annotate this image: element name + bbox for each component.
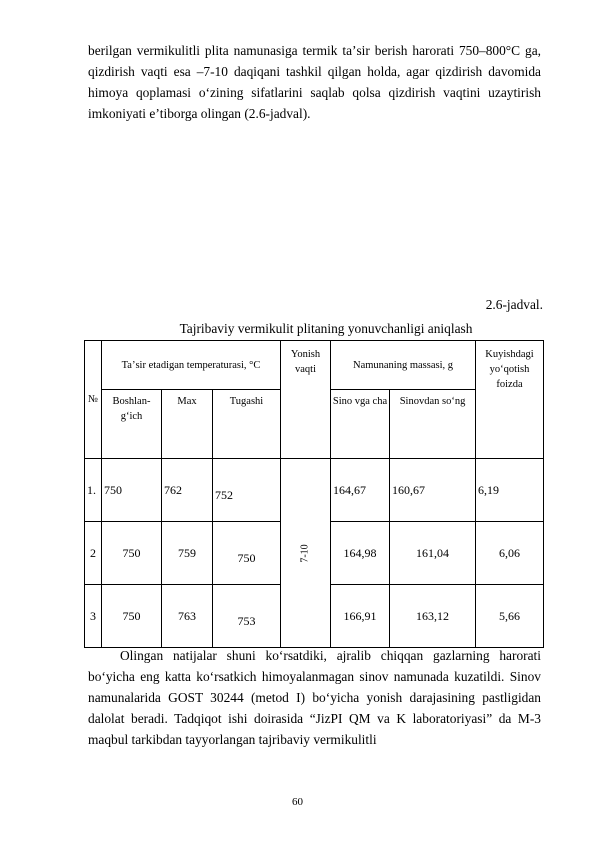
cell-max: 763	[162, 585, 213, 648]
cell-loss: 5,66	[476, 585, 544, 648]
table-title: Tajribaviy vermikulit plitaning yonuvchanligi aniqlash	[179, 321, 473, 336]
cell-loss: 6,06	[476, 522, 544, 585]
cell-start: 750	[102, 459, 162, 522]
cell-end: 753	[213, 585, 281, 648]
header-temp-max: Max	[162, 390, 213, 459]
table-number: 2.6-jadval.	[485, 297, 543, 312]
table-row	[85, 459, 544, 522]
cell-max: 762	[162, 459, 213, 522]
header-temp-end: Tugashi	[213, 390, 281, 459]
time-value: 7-10	[300, 544, 311, 563]
cell-num: 3	[85, 585, 102, 648]
cell-num: 1.	[85, 459, 102, 522]
cell-after: 163,12	[390, 585, 476, 648]
cell-before: 164,67	[331, 459, 390, 522]
cell-before: 164,98	[331, 522, 390, 585]
header-loss: Kuyishdagi yoʻqotish foizda	[476, 341, 544, 459]
cell-max: 759	[162, 522, 213, 585]
cell-before: 166,91	[331, 585, 390, 648]
paragraph-results: Olingan natijalar shuni koʻrsatdiki, ajralib chiqqan gazlarning harorati boʻyicha eng katta koʻrsatkich himoyalanmagan sinov namunada kuzatildi. Sinov namunalarida GOST 30244 (metod I) boʻyicha yonish darajasining pastligidan dalolat beradi. Tadqiqot ishi doirasida “JizPI QM va K laboratoriyasi” da M-3 maqbul tarkibdan tayyorlangan tajribaviy vermikulitli	[88, 648, 541, 747]
page-number: 60	[292, 796, 303, 808]
results-table	[84, 340, 544, 648]
cell-after: 161,04	[390, 522, 476, 585]
cell-after: 160,67	[390, 459, 476, 522]
cell-loss: 6,19	[476, 459, 544, 522]
header-mass: Namunaning massasi, g	[331, 341, 476, 390]
header-num: №	[85, 341, 102, 459]
header-time: Yonish vaqti	[281, 341, 331, 459]
cell-start: 750	[102, 585, 162, 648]
cell-start: 750	[102, 522, 162, 585]
header-mass-before: Sino vga cha	[331, 390, 390, 459]
cell-end: 750	[213, 522, 281, 585]
header-temp-start: Boshlan-gʻich	[102, 390, 162, 459]
cell-end: 752	[213, 459, 281, 522]
cell-time	[281, 459, 331, 648]
header-temperature: Taʼsir etadigan temperaturasi, °C	[102, 341, 281, 390]
cell-num: 2	[85, 522, 102, 585]
header-mass-after: Sinovdan soʻng	[390, 390, 476, 459]
paragraph-intro: berilgan vermikulitli plita namunasiga termik taʼsir berish harorati 750–800°C ga, qizdirish vaqti esa –7-10 daqiqani tashkil qilgan holda, agar qizdirish davomida himoya qoplamasi oʻzining sifatlarini saqlab qolsa qizdirish vaqtini uzaytirish imkoniyati eʼtiborga olingan (2.6-jadval).	[88, 43, 541, 121]
